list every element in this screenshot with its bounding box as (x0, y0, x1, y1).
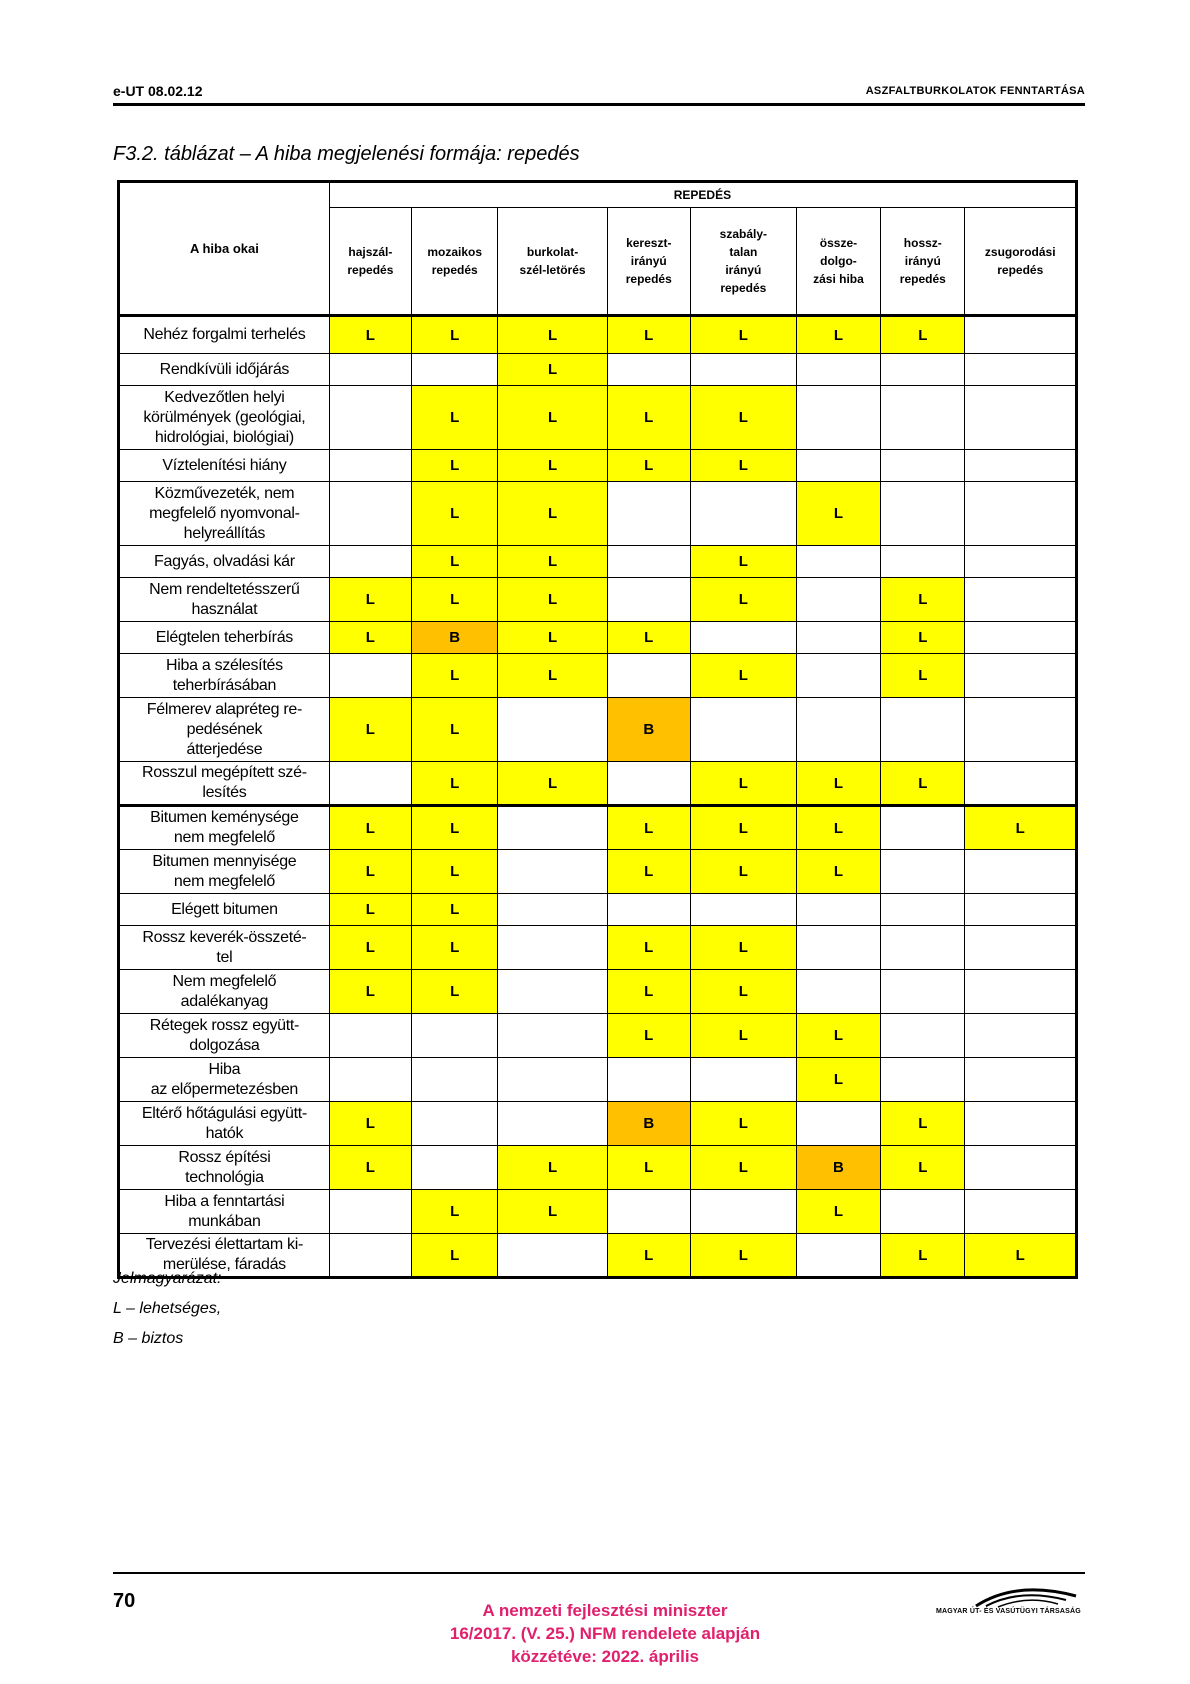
table-row (119, 354, 1077, 386)
value-cell (329, 1058, 411, 1102)
value-cell (411, 1102, 497, 1146)
value-cell: L (690, 970, 796, 1014)
value-cell: L (607, 1014, 690, 1058)
table-row (119, 1190, 1077, 1234)
cause-cell: Rendkívüli időjárás (119, 354, 330, 386)
footer-rule (113, 1572, 1085, 1574)
value-cell (796, 578, 880, 622)
value-cell (607, 578, 690, 622)
cause-cell: Nem megfelelő adalékanyag (119, 970, 330, 1014)
value-cell: L (329, 698, 411, 762)
value-cell: L (607, 622, 690, 654)
value-cell (690, 482, 796, 546)
value-cell (607, 354, 690, 386)
value-cell: L (411, 1190, 497, 1234)
table-row (119, 926, 1077, 970)
value-cell: L (796, 1190, 880, 1234)
value-cell (796, 1234, 880, 1278)
value-cell (690, 698, 796, 762)
publication-note-line: 16/2017. (V. 25.) NFM rendelete alapján (449, 1624, 761, 1643)
road-logo-icon (936, 1586, 1086, 1610)
value-cell (796, 1102, 880, 1146)
value-cell (965, 1102, 1077, 1146)
table-row (119, 1014, 1077, 1058)
table-row (119, 622, 1077, 654)
value-cell (796, 654, 880, 698)
table-row (119, 1234, 1077, 1278)
cause-cell: Hiba a fenntartási munkában (119, 1190, 330, 1234)
value-cell: L (329, 850, 411, 894)
value-cell (498, 1234, 607, 1278)
value-cell: L (796, 762, 880, 806)
value-cell: L (329, 926, 411, 970)
value-cell: L (498, 316, 607, 354)
table-row (119, 806, 1077, 850)
table-row (119, 1058, 1077, 1102)
value-cell (965, 386, 1077, 450)
value-cell: L (881, 578, 965, 622)
value-cell (690, 894, 796, 926)
value-cell: L (411, 578, 497, 622)
value-cell: L (498, 578, 607, 622)
value-cell: L (690, 762, 796, 806)
cause-cell: Kedvezőtlen helyi körülmények (geológiai, hidrológiai, biológiai) (119, 386, 330, 450)
value-cell (796, 970, 880, 1014)
table-row (119, 386, 1077, 450)
value-cell: L (881, 622, 965, 654)
table-row (119, 316, 1077, 354)
value-cell: L (690, 654, 796, 698)
value-cell: L (498, 354, 607, 386)
value-cell (329, 654, 411, 698)
value-cell (498, 698, 607, 762)
value-cell (329, 482, 411, 546)
value-cell: L (329, 1146, 411, 1190)
value-cell: L (690, 316, 796, 354)
logo-text: MAGYAR ÚT- ÉS VASÚTÜGYI TÁRSASÁG (936, 1608, 1081, 1615)
defect-table (117, 180, 1078, 1279)
value-cell: L (881, 1146, 965, 1190)
value-cell: L (498, 654, 607, 698)
value-cell: L (411, 698, 497, 762)
value-cell: L (690, 850, 796, 894)
value-cell (796, 354, 880, 386)
value-cell: L (329, 806, 411, 850)
cause-cell: Nehéz forgalmi terhelés (119, 316, 330, 354)
value-cell (607, 1058, 690, 1102)
value-cell (881, 806, 965, 850)
value-cell (329, 1234, 411, 1278)
column-header: hossz- irányú repedés (881, 208, 965, 316)
cause-cell: Hiba az előpermetezésben (119, 1058, 330, 1102)
value-cell (329, 762, 411, 806)
column-header: kereszt- irányú repedés (607, 208, 690, 316)
cause-cell: Rossz építési technológia (119, 1146, 330, 1190)
value-cell (329, 1014, 411, 1058)
column-header: hajszál- repedés (329, 208, 411, 316)
value-cell (965, 698, 1077, 762)
value-cell (965, 1190, 1077, 1234)
value-cell (881, 894, 965, 926)
value-cell (498, 1102, 607, 1146)
value-cell: L (690, 1234, 796, 1278)
value-cell: L (411, 850, 497, 894)
value-cell: L (796, 806, 880, 850)
column-header: zsugorodási repedés (965, 208, 1077, 316)
header-rule (113, 103, 1085, 106)
legend-item-certain: B – biztos (113, 1330, 184, 1347)
value-cell (881, 850, 965, 894)
value-cell: L (690, 386, 796, 450)
value-cell: L (411, 894, 497, 926)
value-cell (881, 698, 965, 762)
table-row (119, 850, 1077, 894)
value-cell (796, 546, 880, 578)
value-cell: L (690, 806, 796, 850)
value-cell (965, 450, 1077, 482)
value-cell (965, 654, 1077, 698)
cause-cell: Eltérő hőtágulási együtt- hatók (119, 1102, 330, 1146)
value-cell (607, 894, 690, 926)
value-cell (796, 698, 880, 762)
legend-item-possible: L – lehetséges, (113, 1300, 222, 1317)
value-cell (965, 354, 1077, 386)
cause-cell: Közművezeték, nem megfelelő nyomvonal- helyreállítás (119, 482, 330, 546)
column-header: szabály- talan irányú repedés (690, 208, 796, 316)
value-cell: L (411, 450, 497, 482)
value-cell (881, 546, 965, 578)
value-cell (965, 622, 1077, 654)
value-cell: L (329, 622, 411, 654)
table-row (119, 450, 1077, 482)
value-cell (796, 386, 880, 450)
value-cell: L (329, 894, 411, 926)
value-cell: L (607, 1234, 690, 1278)
value-cell: L (607, 316, 690, 354)
value-cell: B (607, 698, 690, 762)
value-cell (329, 354, 411, 386)
value-cell: B (796, 1146, 880, 1190)
society-logo (936, 1586, 1086, 1622)
value-cell (498, 850, 607, 894)
value-cell (607, 546, 690, 578)
value-cell: L (881, 1234, 965, 1278)
value-cell (881, 1058, 965, 1102)
cause-cell: Félmerev alapréteg re- pedésének átterjedése (119, 698, 330, 762)
value-cell: L (796, 1058, 880, 1102)
value-cell (965, 1058, 1077, 1102)
table-row (119, 970, 1077, 1014)
cause-cell: Fagyás, olvadási kár (119, 546, 330, 578)
value-cell: L (498, 482, 607, 546)
legend-heading: Jelmagyarázat: (113, 1270, 222, 1287)
value-cell (965, 578, 1077, 622)
value-cell: L (498, 762, 607, 806)
value-cell: L (329, 316, 411, 354)
cause-cell: Bitumen keménysége nem megfelelő (119, 806, 330, 850)
table-row (119, 762, 1077, 806)
value-cell (411, 1014, 497, 1058)
value-cell (690, 354, 796, 386)
value-cell (607, 762, 690, 806)
value-cell: L (881, 316, 965, 354)
value-cell: L (965, 1234, 1077, 1278)
value-cell (329, 1190, 411, 1234)
value-cell: L (498, 450, 607, 482)
value-cell: L (411, 482, 497, 546)
value-cell (498, 926, 607, 970)
value-cell: L (411, 386, 497, 450)
value-cell (881, 482, 965, 546)
value-cell (881, 386, 965, 450)
cause-cell: Víztelenítési hiány (119, 450, 330, 482)
table-row (119, 698, 1077, 762)
value-cell (881, 970, 965, 1014)
value-cell (329, 546, 411, 578)
cause-cell: Bitumen mennyisége nem megfelelő (119, 850, 330, 894)
value-cell: L (498, 1190, 607, 1234)
value-cell (965, 546, 1077, 578)
cause-header: A hiba okai (119, 182, 330, 316)
value-cell (881, 926, 965, 970)
value-cell (965, 1146, 1077, 1190)
doc-title: ASZFALTBURKOLATOK FENNTARTÁSA (865, 85, 1085, 97)
cause-cell: Tervezési élettartam ki- merülése, fáradás (119, 1234, 330, 1278)
value-cell: L (881, 654, 965, 698)
value-cell: L (607, 926, 690, 970)
value-cell (881, 354, 965, 386)
value-cell: L (607, 386, 690, 450)
cause-cell: Elégett bitumen (119, 894, 330, 926)
value-cell: L (607, 1146, 690, 1190)
value-cell (607, 482, 690, 546)
value-cell: L (329, 578, 411, 622)
cause-cell: Hiba a szélesítés teherbírásában (119, 654, 330, 698)
value-cell: L (881, 1102, 965, 1146)
table-row (119, 578, 1077, 622)
value-cell: L (498, 546, 607, 578)
value-cell (965, 970, 1077, 1014)
value-cell: B (411, 622, 497, 654)
value-cell (690, 1058, 796, 1102)
value-cell (411, 1146, 497, 1190)
table-row (119, 1146, 1077, 1190)
table-row (119, 546, 1077, 578)
value-cell (965, 850, 1077, 894)
value-cell (607, 1190, 690, 1234)
value-cell (881, 1014, 965, 1058)
value-cell (796, 622, 880, 654)
value-cell (796, 894, 880, 926)
value-cell (881, 1190, 965, 1234)
cause-cell: Elégtelen teherbírás (119, 622, 330, 654)
value-cell (965, 316, 1077, 354)
value-cell (690, 622, 796, 654)
value-cell: L (411, 926, 497, 970)
value-cell: L (690, 1102, 796, 1146)
group-header: REPEDÉS (329, 182, 1076, 208)
value-cell: L (411, 316, 497, 354)
value-cell: L (690, 450, 796, 482)
value-cell: L (411, 654, 497, 698)
value-cell (411, 354, 497, 386)
cause-cell: Rosszul megépített szé- lesítés (119, 762, 330, 806)
value-cell (498, 970, 607, 1014)
value-cell: L (881, 762, 965, 806)
value-cell: L (411, 546, 497, 578)
cause-cell: Nem rendeltetésszerű használat (119, 578, 330, 622)
value-cell: L (411, 762, 497, 806)
column-header: össze- dolgo- zási hiba (796, 208, 880, 316)
value-cell (796, 926, 880, 970)
table-row (119, 654, 1077, 698)
value-cell: L (411, 1234, 497, 1278)
publication-note-line: közzétéve: 2022. április (510, 1647, 700, 1666)
value-cell: L (411, 806, 497, 850)
value-cell (965, 1014, 1077, 1058)
value-cell (965, 762, 1077, 806)
value-cell (881, 450, 965, 482)
table-row (119, 894, 1077, 926)
value-cell: L (329, 970, 411, 1014)
value-cell: L (690, 546, 796, 578)
value-cell: L (690, 578, 796, 622)
cause-cell: Rossz keverék-összeté- tel (119, 926, 330, 970)
value-cell (498, 806, 607, 850)
value-cell (690, 1190, 796, 1234)
value-cell: L (796, 850, 880, 894)
value-cell: L (498, 1146, 607, 1190)
value-cell (498, 1058, 607, 1102)
cause-cell: Rétegek rossz együtt- dolgozása (119, 1014, 330, 1058)
value-cell: L (965, 806, 1077, 850)
value-cell: L (607, 450, 690, 482)
value-cell (498, 894, 607, 926)
value-cell: L (329, 1102, 411, 1146)
value-cell (498, 1014, 607, 1058)
value-cell (411, 1058, 497, 1102)
publication-note (395, 1599, 815, 1668)
value-cell (329, 386, 411, 450)
publication-note-line: A nemzeti fejlesztési miniszter (482, 1601, 728, 1620)
value-cell (607, 654, 690, 698)
value-cell: L (607, 806, 690, 850)
value-cell: L (498, 622, 607, 654)
value-cell: L (796, 482, 880, 546)
value-cell: L (690, 1146, 796, 1190)
table-row (119, 482, 1077, 546)
column-header: burkolat- szél-letörés (498, 208, 607, 316)
column-header: mozaikos repedés (411, 208, 497, 316)
page-number: 70 (113, 1590, 136, 1612)
value-cell (965, 894, 1077, 926)
value-cell: L (498, 386, 607, 450)
value-cell: L (607, 970, 690, 1014)
value-cell (796, 450, 880, 482)
value-cell (329, 450, 411, 482)
doc-code: e-UT 08.02.12 (113, 83, 203, 99)
table-title: F3.2. táblázat – A hiba megjelenési formája: repedés (113, 143, 580, 165)
value-cell: L (690, 1014, 796, 1058)
value-cell (965, 926, 1077, 970)
value-cell: L (607, 850, 690, 894)
value-cell: L (411, 970, 497, 1014)
value-cell: B (607, 1102, 690, 1146)
table-row (119, 1102, 1077, 1146)
value-cell: L (690, 926, 796, 970)
value-cell: L (796, 316, 880, 354)
value-cell: L (796, 1014, 880, 1058)
value-cell (965, 482, 1077, 546)
